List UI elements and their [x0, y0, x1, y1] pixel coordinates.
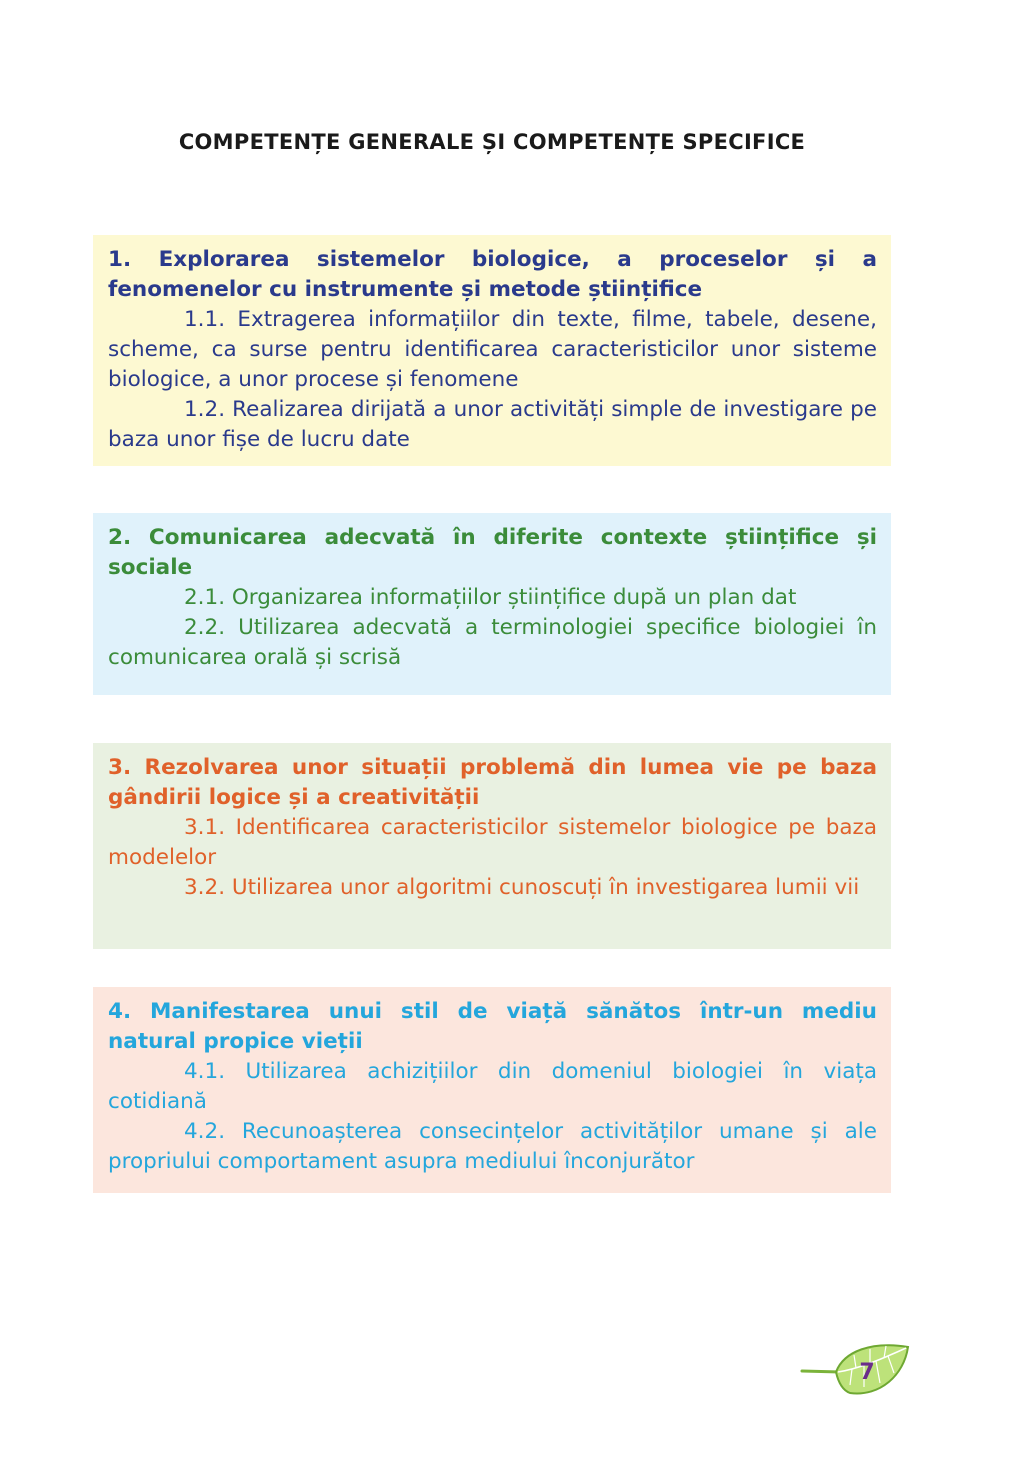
competence-box-1: [93, 235, 891, 466]
competence-heading-1: 1. Explorarea sistemelor biologice, a proceselor și a fenomenelor cu instrumente și metode științifice: [108, 247, 877, 302]
competence-box-2: [93, 513, 891, 695]
competence-item-2-2: 2.2. Utilizarea adecvată a terminologiei specifice biologiei în comunicarea orală și scrisă: [108, 615, 877, 670]
competence-item-4-2: 4.2. Recunoașterea consecințelor activităților umane și ale propriului comportament asupra mediului înconjurător: [108, 1119, 877, 1174]
competence-item-2-1: 2.1. Organizarea informațiilor științifice după un plan dat: [184, 585, 797, 610]
page-title: COMPETENȚE GENERALE ȘI COMPETENȚE SPECIFICE: [178, 130, 806, 154]
competence-item-3-1: 3.1. Identificarea caracteristicilor sistemelor biologice pe baza modelelor: [108, 815, 877, 870]
leaf-icon: [800, 1335, 912, 1405]
competence-item-1-2: 1.2. Realizarea dirijată a unor activități simple de investigare pe baza unor fișe de lucru date: [108, 397, 877, 452]
competence-item-1-1: 1.1. Extragerea informațiilor din texte, filme, tabele, desene, scheme, ca surse pentru identificarea caracteristicilor unor sisteme biologice, a unor procese și fenomene: [108, 307, 877, 392]
competence-heading-3: 3. Rezolvarea unor situații problemă din lumea vie pe baza gândirii logice și a creativității: [108, 755, 877, 810]
page-number: 7: [859, 1360, 875, 1385]
competence-item-3-2: 3.2. Utilizarea unor algoritmi cunoscuți în investigarea lumii vii: [184, 875, 860, 900]
competence-box-4: [93, 987, 891, 1193]
competence-heading-2: 2. Comunicarea adecvată în diferite contexte științifice și sociale: [108, 525, 877, 580]
competence-item-4-1: 4.1. Utilizarea achizițiilor din domeniul biologiei în viața cotidiană: [108, 1059, 877, 1114]
competence-box-3: [93, 743, 891, 949]
competence-heading-4: 4. Manifestarea unui stil de viață sănătos într-un mediu natural propice vieții: [108, 999, 877, 1054]
